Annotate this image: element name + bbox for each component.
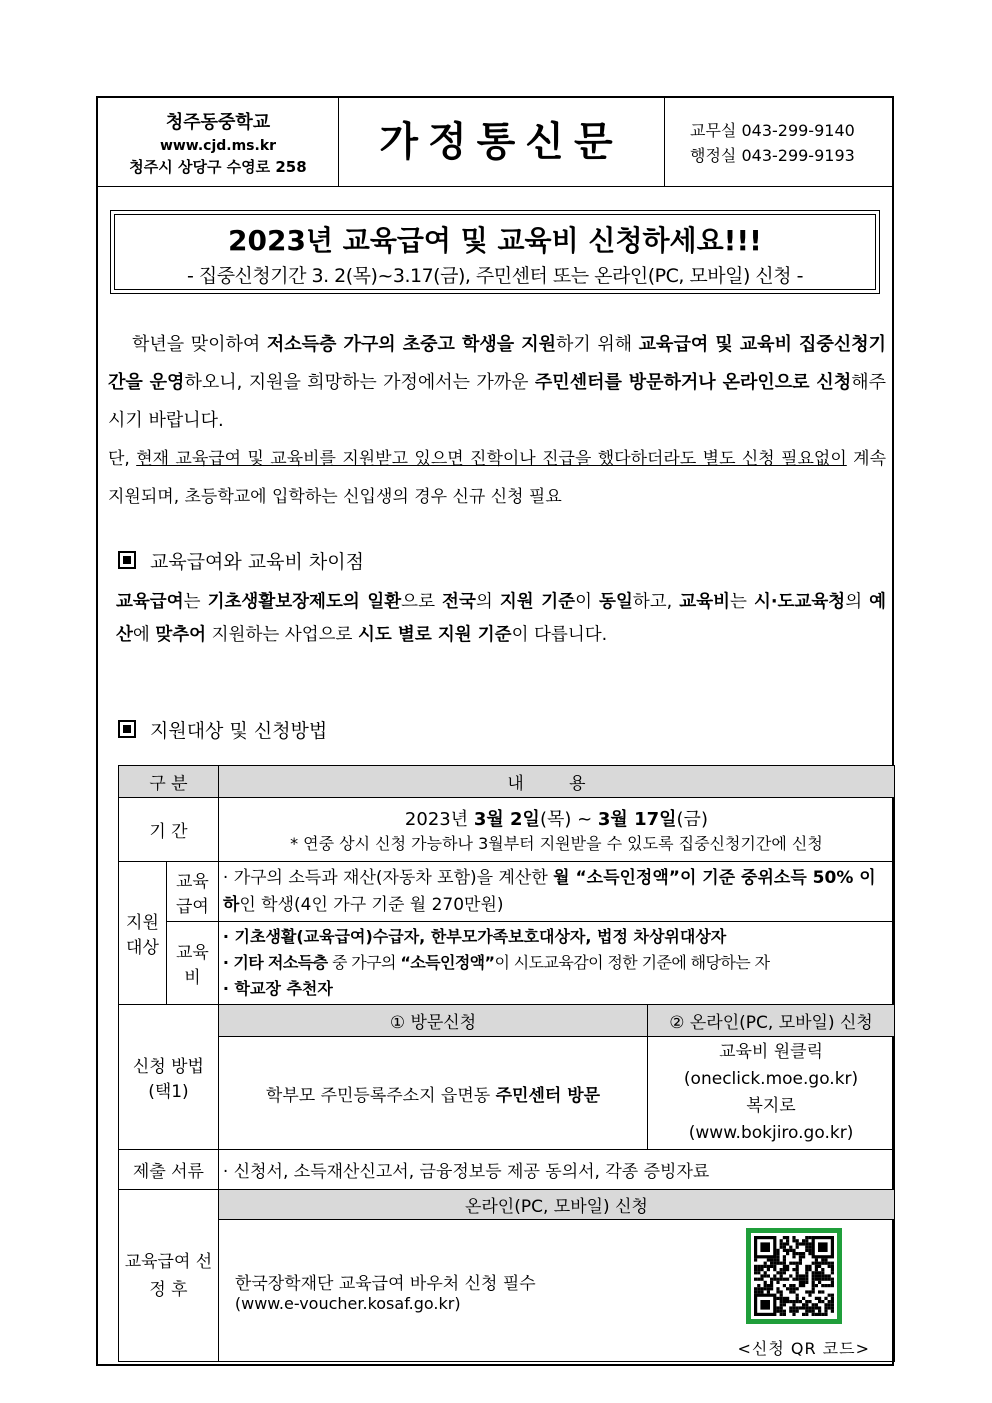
- note-paragraph: 단, 현재 교육급여 및 교육비를 지원받고 있으면 진학이나 진급을 했다하더라도 별도 신청 필요없이 계속 지원되며, 초등학교에 입학하는 신입생의 경우 신규 신청 필요: [108, 449, 886, 507]
- intro-paragraph: 학년을 맞이하여 저소득층 가구의 초중고 학생을 지원하기 위해 교육급여 및 교육비 집중신청기간을 운영하오니, 지원을 희망하는 가정에서는 가까운 주민센터를 방문하거나 온라인으로 신청해주시기 바랍니다.: [108, 334, 886, 431]
- qr-code-icon: [746, 1228, 842, 1329]
- period-label: 기 간: [119, 798, 219, 862]
- target-label: 지원 대상: [119, 862, 167, 1005]
- header: [98, 98, 892, 187]
- square-bullet-icon: [118, 720, 136, 738]
- bokjiro-link[interactable]: (www.bokjiro.go.kr): [688, 1123, 854, 1143]
- school-name: 청주동중학교: [165, 112, 271, 133]
- table-row-docs: [119, 1150, 895, 1190]
- docs-content: · 신청서, 소득재산신고서, 금융정보등 제공 동의서, 각종 증빙자료: [218, 1150, 894, 1190]
- page-title: 가정통신문: [338, 98, 665, 186]
- office-phone-2: 행정실 043-299-9193: [690, 146, 855, 165]
- method-online-header: ② 온라인(PC, 모바일) 신청: [648, 1005, 895, 1037]
- table-row-period: [119, 798, 895, 862]
- school-url: www.cjd.ms.kr: [159, 138, 277, 154]
- edu-cost-label: 교육 비: [166, 922, 218, 1005]
- contact-info: [690, 118, 855, 168]
- after-label: 교육급여 선정 후: [119, 1190, 219, 1362]
- school-address: 청주시 상당구 수영로 258: [129, 158, 307, 176]
- table-row-method-header: [119, 1005, 895, 1037]
- info-table: [118, 765, 895, 1362]
- table-row-edu-benefit: [119, 862, 895, 922]
- oneclick-link[interactable]: (oneclick.moe.go.kr): [683, 1069, 859, 1089]
- difference-paragraph: 교육급여는 기초생활보장제도의 일환으로 전국의 지원 기준이 동일하고, 교육비는 시·도교육청의 예산에 맞추어 지원하는 사업으로 시도 별로 지원 기준이 다릅니다.: [116, 592, 887, 645]
- method-visit-content: 학부모 주민등록주소지 읍면동 주민센터 방문: [218, 1037, 647, 1150]
- docs-label: 제출 서류: [119, 1150, 219, 1190]
- evoucher-link[interactable]: (www.e-voucher.kosaf.go.kr): [234, 1293, 461, 1313]
- after-content: 한국장학재단 교육급여 바우처 신청 필수 (www.e-voucher.kosaf.go.kr) <신청 QR 코드>: [218, 1220, 894, 1362]
- period-content: 2023년 3월 2일(목) ~ 3월 17일(금) * 연중 상시 신청 가능하나 3월부터 지원받을 수 있도록 집중신청기간에 신청: [218, 798, 894, 862]
- table-row-after: [119, 1220, 895, 1362]
- table-header-category: 구 분: [119, 766, 219, 798]
- method-visit-header: ① 방문신청: [218, 1005, 647, 1037]
- table-row-edu-cost: [119, 922, 895, 1005]
- edu-benefit-content: · 가구의 소득과 재산(자동차 포함)을 계산한 월 “소득인정액”이 기준 중위소득 50% 이하인 학생(4인 가구 기준 월 270만원): [218, 862, 894, 922]
- edu-benefit-label: 교육 급여: [166, 862, 218, 922]
- table-header-content: 내 용: [218, 766, 894, 798]
- square-bullet-icon: [118, 551, 136, 569]
- method-online-content: 교육비 원클릭 (oneclick.moe.go.kr) 복지로 (www.bokjiro.go.kr): [648, 1037, 895, 1150]
- qr-caption: <신청 QR 코드>: [737, 1339, 870, 1358]
- section-heading-difference: 교육급여와 교육비 차이점: [118, 547, 364, 574]
- headline-title: 2023년 교육급여 및 교육비 신청하세요!!!: [228, 224, 762, 257]
- table-row-method: [119, 1037, 895, 1150]
- table-row-after-header: [119, 1190, 895, 1220]
- method-label: 신청 방법 (택1): [119, 1005, 219, 1150]
- headline-subtitle: - 집중신청기간 3. 2(목)~3.17(금), 주민센터 또는 온라인(PC, 모바일) 신청 -: [186, 265, 804, 287]
- headline-banner: [110, 210, 880, 294]
- table-header-row: [119, 766, 895, 798]
- section-heading-target: 지원대상 및 신청방법: [118, 716, 327, 743]
- school-info: [98, 98, 339, 186]
- office-phone-1: 교무실 043-299-9140: [690, 121, 855, 140]
- after-header: 온라인(PC, 모바일) 신청: [218, 1190, 894, 1220]
- edu-cost-content: · 기초생활(교육급여)수급자, 한부모가족보호대상자, 법정 차상위대상자 · 기타 저소득층 중 가구의 “소득인정액”이 시도교육감이 정한 기준에 해당하는 자 · 학교장 추천자: [218, 922, 894, 1005]
